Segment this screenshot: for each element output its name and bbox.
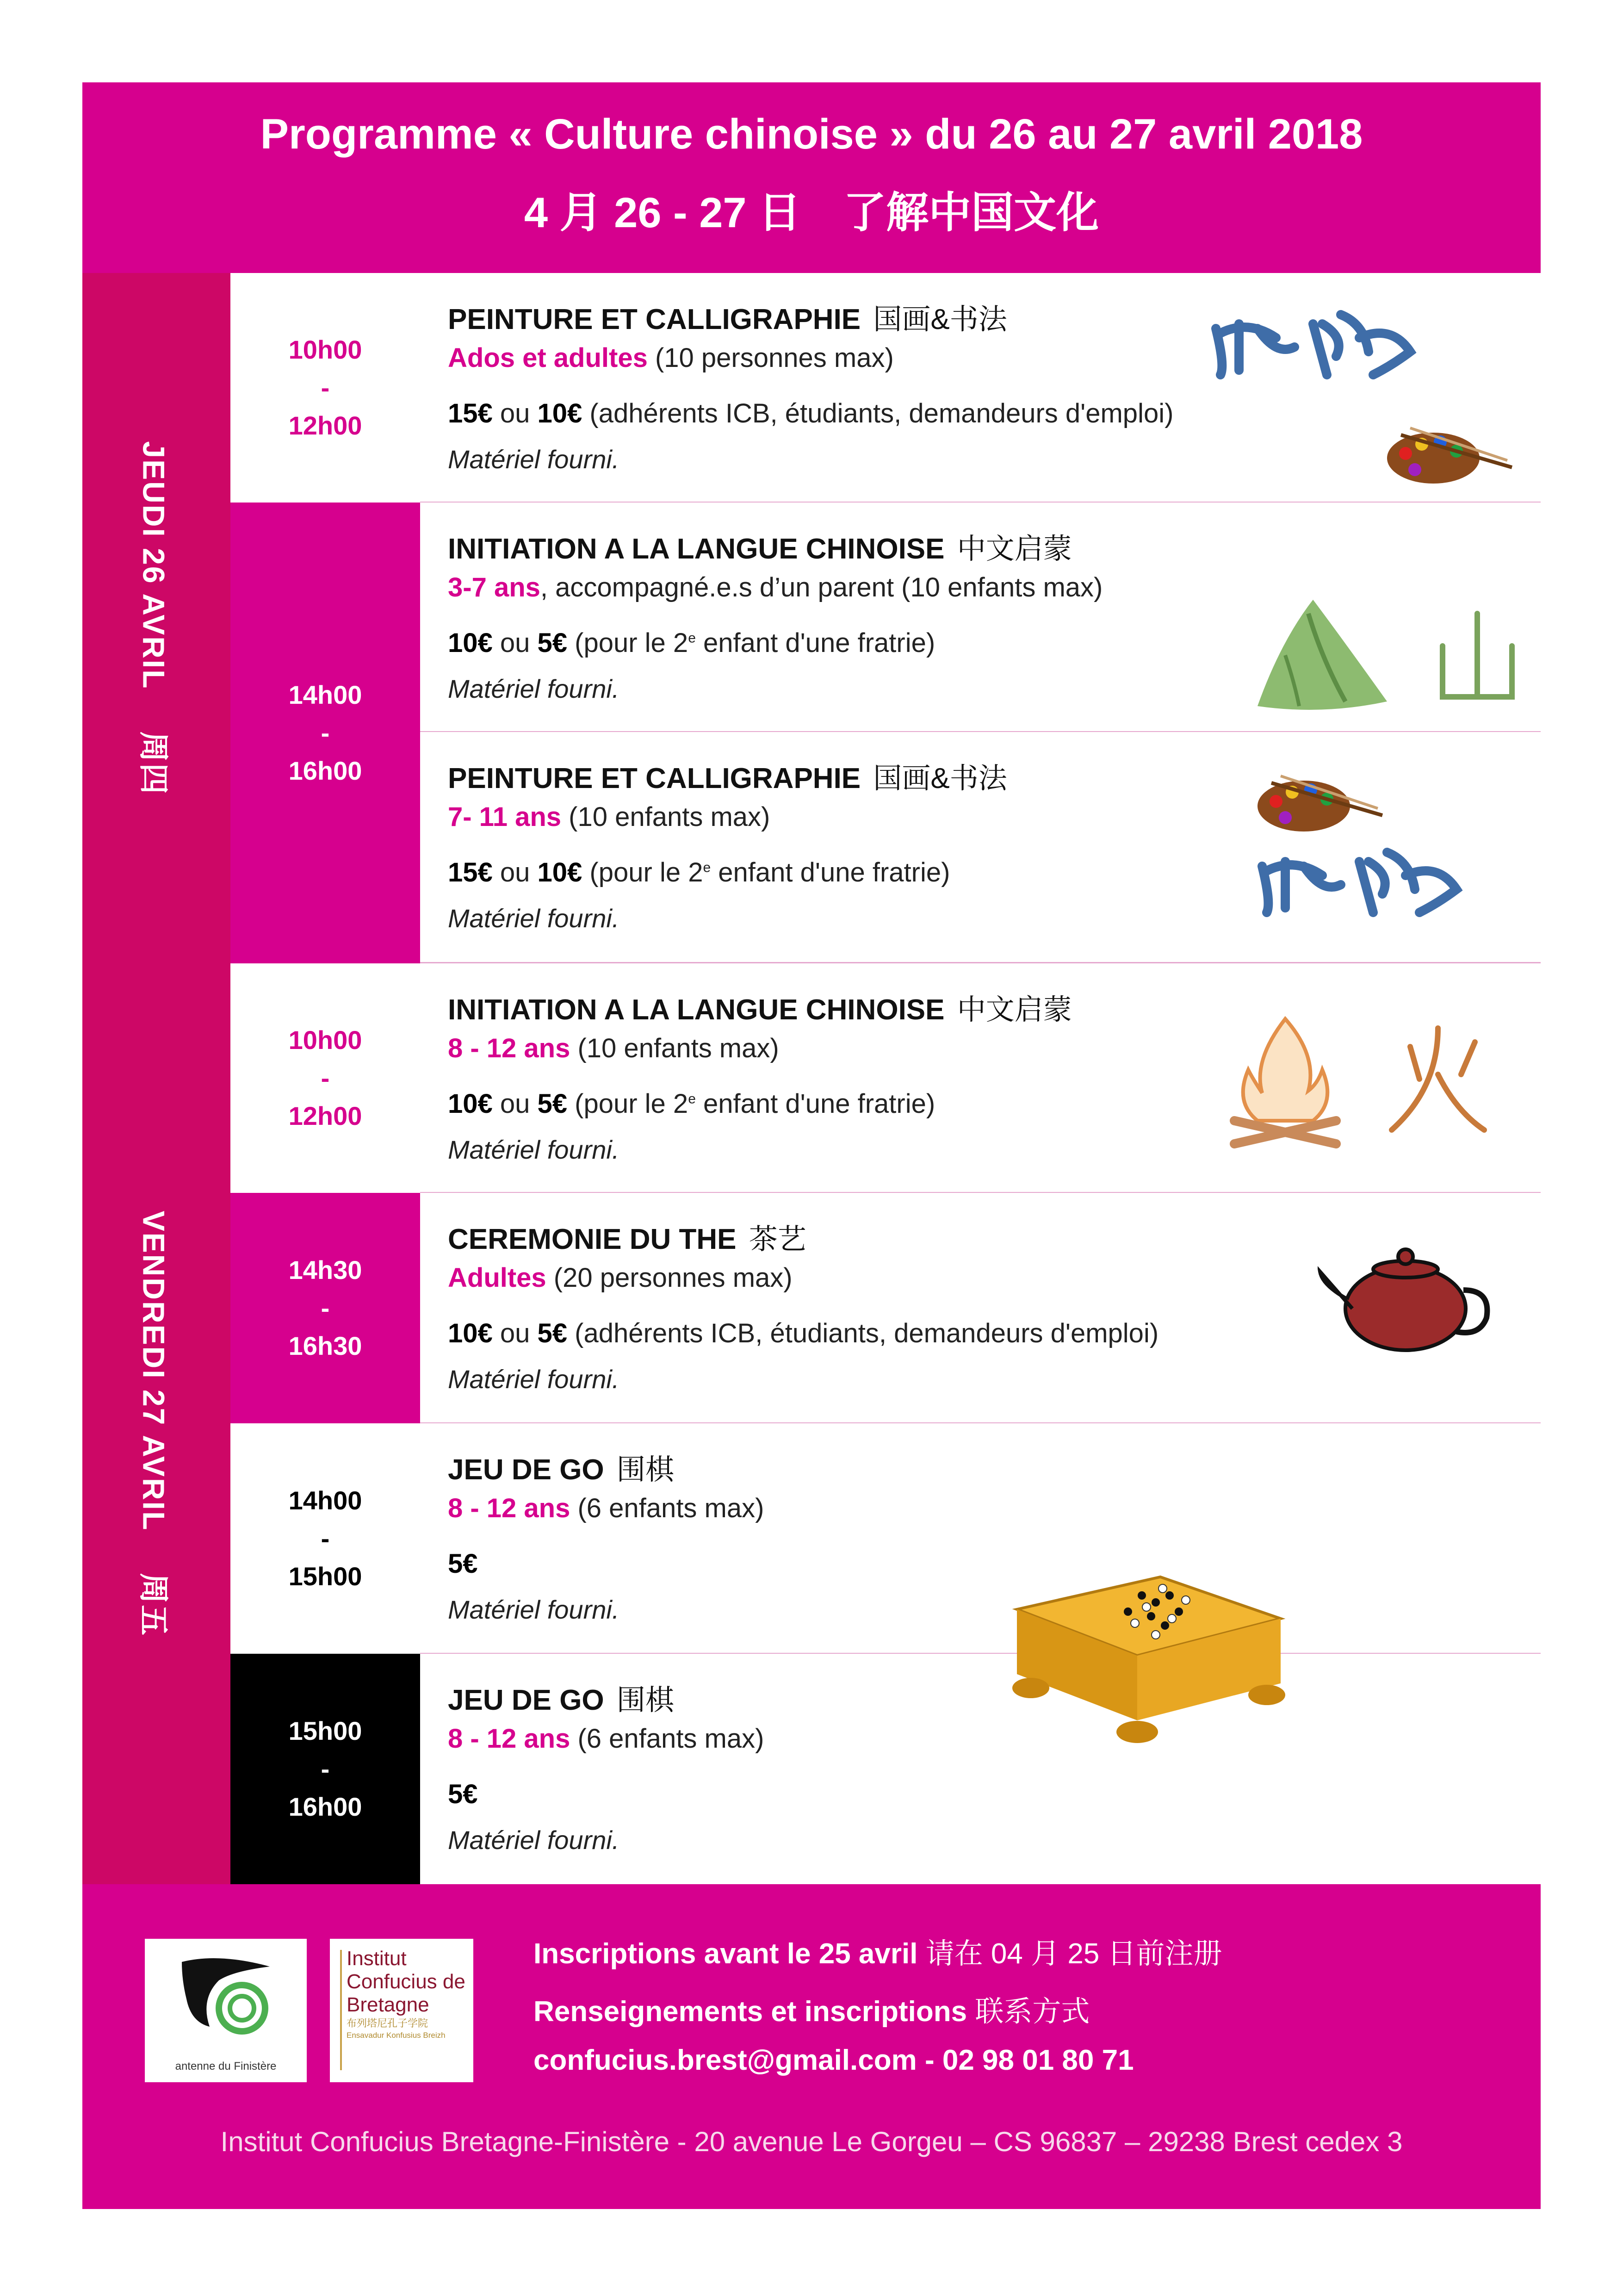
price-reduced: 10€ <box>537 398 582 428</box>
time-slot <box>230 1654 420 1884</box>
activity-title-zh: 国画&书法 <box>873 304 1007 335</box>
price-or: ou <box>492 628 538 658</box>
time-sep: - <box>321 1754 330 1783</box>
time-start: 10h00 <box>288 335 362 364</box>
ordinal-sup: e <box>688 1091 696 1107</box>
material-note: Matériel fourni. <box>448 1135 619 1164</box>
activity-title-zh: 围棋 <box>616 1684 674 1716</box>
activity-title: JEU DE GO <box>448 1454 604 1486</box>
material-note: Matériel fourni. <box>448 1595 619 1624</box>
address: Institut Confucius Bretagne-Finistère - 20 avenue Le Gorgeu – CS 96837 – 29238 Brest cedex 3 <box>220 2126 1403 2157</box>
time-end: 12h00 <box>288 1101 362 1130</box>
price-note: enfant d'une fratrie) <box>695 628 935 658</box>
material-note: Matériel fourni. <box>448 674 619 703</box>
audience-detail: , accompagné.e.s d’un parent (10 enfants max) <box>540 572 1103 602</box>
contact-text-zh: 联系方式 <box>967 1996 1090 2028</box>
logo-small: Ensavadur Konfusius Breizh <box>347 2031 446 2040</box>
fire-icon <box>1225 1010 1345 1153</box>
price-note: enfant d'une fratrie) <box>711 857 950 887</box>
contact-heading <box>533 1988 1090 2029</box>
time-slot <box>230 963 420 1193</box>
audience-detail: (6 enfants max) <box>570 1493 764 1523</box>
audience-detail: (10 personnes max) <box>647 343 894 373</box>
ordinal-sup: e <box>688 630 696 646</box>
time-slot <box>230 273 420 503</box>
time-end: 12h00 <box>288 411 362 440</box>
price-reduced: 5€ <box>537 1318 568 1348</box>
logo-line: Confucius de <box>347 1970 465 1993</box>
go-board-icon <box>1003 1526 1290 1767</box>
header <box>82 82 1541 273</box>
time-start: 14h00 <box>288 1486 362 1515</box>
price-note: enfant d'une fratrie) <box>695 1089 935 1119</box>
price-or: ou <box>492 857 538 887</box>
audience-detail: (10 enfants max) <box>570 1033 779 1063</box>
activity-title: INITIATION A LA LANGUE CHINOISE <box>448 533 945 565</box>
activity-painting-adults <box>420 273 1541 503</box>
day-label-zh: 周四 <box>136 731 171 795</box>
time-start: 10h00 <box>288 1025 362 1055</box>
price-full: 5€ <box>448 1549 478 1579</box>
dragon-profile-icon <box>163 1948 288 2050</box>
price-note: (adhérents ICB, étudiants, demandeurs d'emploi) <box>567 1318 1159 1348</box>
activity-title-zh: 国画&书法 <box>873 763 1007 794</box>
day-label: JEUDI 26 AVRIL <box>136 441 171 690</box>
teapot-icon <box>1318 1239 1493 1359</box>
time-end: 16h00 <box>288 756 362 785</box>
price-reduced: 5€ <box>537 1089 568 1119</box>
activity-title-zh: 中文启蒙 <box>957 533 1072 565</box>
calligraphy-guohua-icon <box>1253 834 1466 922</box>
activity-title: PEINTURE ET CALLIGRAPHIE <box>448 304 861 335</box>
logo-institut-confucius <box>330 1939 473 2082</box>
poster <box>82 82 1541 2209</box>
time-end: 15h00 <box>288 1562 362 1591</box>
price-or: ou <box>492 1318 538 1348</box>
logo-zh: 布列塔尼孔子学院 <box>347 2017 428 2029</box>
time-slot <box>230 503 420 963</box>
activity-tea-ceremony <box>420 1193 1541 1424</box>
price-full: 10€ <box>448 1089 493 1119</box>
audience-highlight: 3-7 ans <box>448 572 540 602</box>
price-full: 15€ <box>448 857 493 887</box>
activity-title: JEU DE GO <box>448 1684 604 1716</box>
contact-email-phone[interactable]: confucius.brest@gmail.com - 02 98 01 80 71 <box>533 2044 1134 2076</box>
price-reduced: 10€ <box>537 857 582 887</box>
activity-title-zh: 围棋 <box>616 1454 674 1486</box>
activity-go-1 <box>420 1423 1541 1654</box>
activity-title: PEINTURE ET CALLIGRAPHIE <box>448 763 861 794</box>
calligraphy-guohua-icon <box>1207 296 1419 384</box>
activity-title-zh: 茶艺 <box>749 1223 806 1255</box>
audience-highlight: 7- 11 ans <box>448 802 562 832</box>
time-sep: - <box>321 718 330 747</box>
material-note: Matériel fourni. <box>448 1365 619 1394</box>
activity-title: CEREMONIE DU THE <box>448 1223 737 1255</box>
logo-line: Bretagne <box>347 1993 429 2016</box>
palette-icon <box>1253 764 1387 834</box>
price-note: (pour le 2 <box>567 1089 688 1119</box>
audience-detail: (6 enfants max) <box>570 1724 764 1754</box>
deadline-text: Inscriptions avant le 25 avril <box>533 1938 918 1970</box>
time-slot <box>230 1193 420 1423</box>
price-or: ou <box>492 398 538 428</box>
audience-highlight: 8 - 12 ans <box>448 1724 570 1754</box>
price-full: 10€ <box>448 628 493 658</box>
time-slot <box>230 1423 420 1654</box>
time-end: 16h30 <box>288 1331 362 1360</box>
ordinal-sup: e <box>703 860 711 875</box>
audience-highlight: Adultes <box>448 1263 546 1293</box>
audience-detail: (10 enfants max) <box>561 802 770 832</box>
palette-icon <box>1382 416 1517 486</box>
day-label-zh: 周五 <box>136 1573 171 1637</box>
deadline-text-zh: 请在 04 月 25 日前注册 <box>917 1938 1222 1970</box>
activity-language-3-7 <box>420 503 1541 732</box>
audience-highlight: Ados et adultes <box>448 343 648 373</box>
audience-highlight: 8 - 12 ans <box>448 1493 570 1523</box>
price-or: ou <box>492 1089 538 1119</box>
price-full: 15€ <box>448 398 493 428</box>
time-start: 14h30 <box>288 1255 362 1285</box>
time-start: 14h00 <box>288 680 362 709</box>
price-full: 10€ <box>448 1318 493 1348</box>
time-sep: - <box>321 1524 330 1553</box>
activity-title-zh: 中文启蒙 <box>957 994 1072 1026</box>
time-sep: - <box>321 1063 330 1092</box>
audience-highlight: 8 - 12 ans <box>448 1033 570 1063</box>
logo-finistere <box>145 1939 307 2082</box>
price-note: (pour le 2 <box>582 857 703 887</box>
time-start: 15h00 <box>288 1716 362 1745</box>
mountain-icon <box>1253 586 1392 715</box>
price-reduced: 5€ <box>537 628 568 658</box>
logo-caption: antenne du Finistère <box>175 2060 277 2073</box>
activity-language-8-12 <box>420 963 1541 1193</box>
price-note: (pour le 2 <box>567 628 688 658</box>
time-sep: - <box>321 373 330 402</box>
footer <box>82 1884 1541 2209</box>
day-friday <box>82 963 230 1884</box>
material-note: Matériel fourni. <box>448 445 619 474</box>
activity-painting-kids <box>420 732 1541 963</box>
audience-detail: (20 personnes max) <box>546 1263 793 1293</box>
contact-text: Renseignements et inscriptions <box>533 1996 967 2028</box>
page-subtitle: 4 月 26 - 27 日 了解中国文化 <box>524 189 1099 236</box>
price-note: (adhérents ICB, étudiants, demandeurs d'emploi) <box>582 398 1174 428</box>
time-sep: - <box>321 1293 330 1322</box>
page-title: Programme « Culture chinoise » du 26 au 27 avril 2018 <box>260 111 1363 158</box>
time-end: 16h00 <box>288 1792 362 1821</box>
huo-character-icon <box>1382 1019 1493 1139</box>
registration-deadline <box>533 1930 1222 1972</box>
price-full: 5€ <box>448 1779 478 1809</box>
day-label: VENDREDI 27 AVRIL <box>136 1210 171 1532</box>
activity-go-2 <box>420 1654 1541 1883</box>
material-note: Matériel fourni. <box>448 904 619 933</box>
material-note: Matériel fourni. <box>448 1825 619 1855</box>
shan-character-icon <box>1433 604 1521 711</box>
activity-title: INITIATION A LA LANGUE CHINOISE <box>448 994 945 1026</box>
day-thursday <box>82 273 230 963</box>
logo-line: Institut <box>347 1947 407 1970</box>
